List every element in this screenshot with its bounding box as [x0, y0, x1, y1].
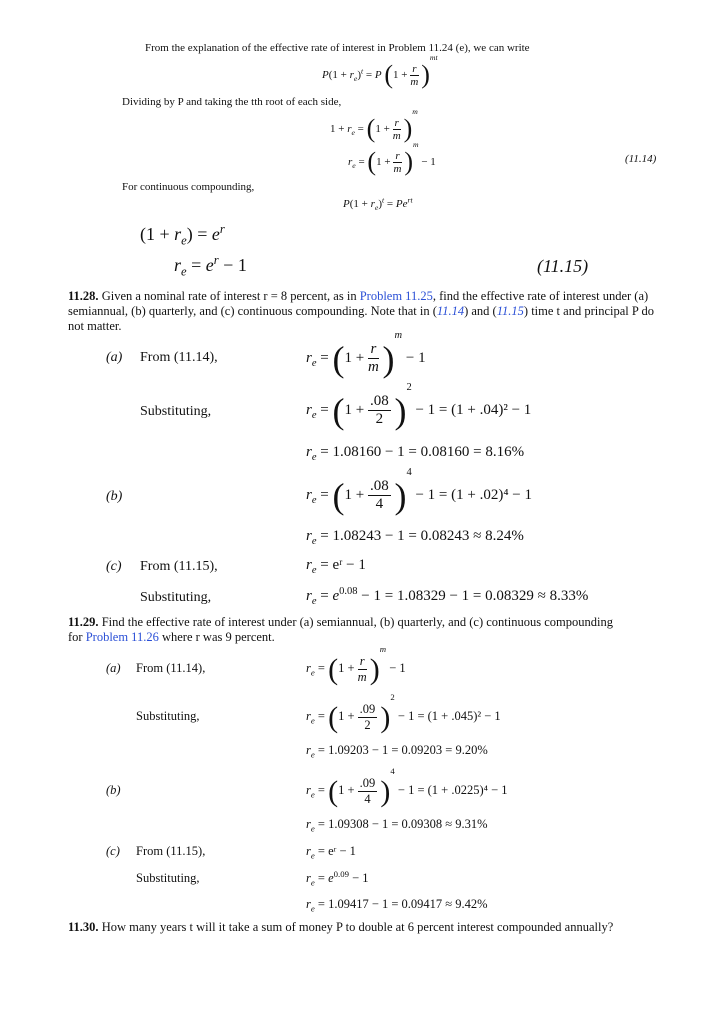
- part-a-label: (a): [106, 350, 123, 365]
- link-eq-11-14[interactable]: 11.14: [436, 304, 465, 318]
- problem-text: ) time t and principal P do not matter.: [68, 304, 654, 333]
- part-a-formula: $r_e = (1$ + $\frac{r}{m}$ )$^m$ − 1: [306, 644, 406, 686]
- equation-effective-rate-def: $P(1 + r_e)^t = P$ (1 + $\frac{r}{m}$ )$^{mt}$: [322, 53, 438, 90]
- equation-11-15: $r_e = e^r - 1$: [174, 253, 247, 279]
- part-c-result: $r_e = 1.09417 - 1 = 0.09417 \approx 9.42\%$: [306, 897, 488, 914]
- equation-tth-root: $1 + r_e = (1$ + $\frac{r}{m}$ )$^m$: [330, 107, 418, 144]
- substitution-tail: − 1: [352, 871, 369, 885]
- part-a-sub-label: Substituting,: [136, 709, 200, 723]
- exponent: 4: [390, 766, 395, 776]
- intro-line-1: From the explanation of the effective rate of interest in Problem 11.24 (e), we can write: [145, 42, 530, 54]
- problem-text: , find the effective rate of interest under (a) semiannual, (b) quarterly, and (c) continuous compounding. Note that in (: [68, 289, 649, 318]
- substitution-tail: − 1 = (1 + .02)⁴ − 1: [415, 487, 533, 503]
- part-c-from: From (11.15),: [140, 559, 218, 574]
- problem-number: 11.28.: [68, 289, 99, 303]
- problem-11-30: [68, 920, 628, 935]
- problem-11-29: [68, 615, 628, 645]
- part-c-formula: $r_e$ = eʳ − 1: [306, 557, 366, 576]
- problem-text: How many years t will it take a sum of money P to double at 6 percent interest compounded annually?: [101, 920, 614, 934]
- part-a-substitution: $r_e = (1$ + $\frac{.08}{2}$ )$^2$ − 1 = (1 + .04)² − 1: [306, 382, 532, 431]
- exponent: 0.08: [339, 586, 358, 597]
- equation-11-14: $r_e = (1$ + $\frac{r}{m}$ )$^m$ − 1: [348, 140, 436, 177]
- part-b-label: (b): [106, 783, 121, 797]
- formula-tail: = eʳ − 1: [317, 844, 356, 858]
- part-c-sub-label: Substituting,: [140, 590, 212, 605]
- problem-text: Given a nominal rate of interest r = 8 percent, as in: [101, 289, 360, 303]
- result-value: = 1.08160 − 1 = 0.08160 = 8.16%: [320, 444, 525, 460]
- part-a-sub-label: Substituting,: [140, 404, 212, 419]
- exponent: 2: [406, 382, 412, 393]
- link-problem-11-26[interactable]: Problem 11.26: [85, 630, 159, 644]
- part-a-formula: $r_e = (1$ + $\frac{r}{m}$ )$^m$ − 1: [306, 330, 426, 379]
- part-a-substitution: $r_e = (1$ + $\frac{.09}{2}$ )$^2$ − 1 = (1 + .045)² − 1: [306, 692, 501, 734]
- problem-text: Find the effective rate of interest under (a) semiannual, (b) quarterly, and (c) continuous compounding for: [68, 615, 613, 644]
- part-b-label: (b): [106, 489, 123, 504]
- equation-number-11-14: (11.14): [625, 153, 657, 165]
- substitution-tail: − 1 = (1 + .045)² − 1: [397, 709, 501, 723]
- exponent: 4: [406, 467, 412, 478]
- part-b-result: $r_e = 1.08243 - 1 = 0.08243 \approx 8.24\%$: [306, 528, 524, 547]
- part-b-substitution: $r_e = (1$ + $\frac{.08}{4}$ )$^4$ − 1 = (1 + .02)⁴ − 1: [306, 467, 533, 516]
- result-value: = 1.08243 − 1 = 0.08243 ≈ 8.24%: [320, 528, 524, 544]
- intro-line-2: Dividing by P and taking the tth root of each side,: [122, 96, 342, 108]
- result-value: − 1 = 1.08329 − 1 = 0.08329 ≈ 8.33%: [361, 588, 589, 604]
- part-c-result: $r_e = e^{0.08} - 1 = 1.08329 - 1 = 0.08329 \approx 8.33\%$: [306, 586, 589, 607]
- part-a-result: $r_e = 1.08160 - 1 = 0.08160 = 8.16\%$: [306, 444, 525, 463]
- exponent: 0.09: [333, 868, 349, 879]
- fraction-denominator: 2: [375, 411, 384, 428]
- part-a-from: From (11.14),: [136, 661, 206, 675]
- part-a-result: $r_e = 1.09203 - 1 = 0.09203 = 9.20\%$: [306, 743, 488, 760]
- fraction-denominator: 4: [375, 496, 384, 513]
- part-b-substitution: $r_e = (1$ + $\frac{.09}{4}$ )$^4$ − 1 = (1 + .0225)⁴ − 1: [306, 766, 508, 808]
- problem-number: 11.30.: [68, 920, 99, 934]
- part-c-from: From (11.15),: [136, 844, 206, 858]
- fraction-denominator: 4: [364, 791, 371, 806]
- equation-one-plus-re: $(1 + r_e) = e^r$: [140, 222, 225, 248]
- problem-text: ) and (: [464, 304, 497, 318]
- part-a-from: From (11.14),: [140, 350, 218, 365]
- fraction-denominator: 2: [364, 717, 371, 732]
- substitution-tail: − 1 = (1 + .0225)⁴ − 1: [397, 783, 508, 797]
- fraction-numerator: .08: [369, 393, 389, 410]
- part-a-label: (a): [106, 661, 121, 675]
- problem-number: 11.29.: [68, 615, 99, 629]
- problem-text: where r was 9 percent.: [158, 630, 275, 644]
- part-b-result: $r_e = 1.09308 - 1 = 0.09308 \approx 9.31\%$: [306, 817, 488, 834]
- problem-11-28: [68, 289, 668, 334]
- part-c-substitution: $r_e = e^{0.09} - 1$: [306, 868, 369, 888]
- result-value: = 1.09203 − 1 = 0.09203 = 9.20%: [317, 743, 488, 757]
- link-problem-11-25[interactable]: Problem 11.25: [359, 289, 433, 303]
- link-eq-11-15[interactable]: 11.15: [496, 304, 524, 318]
- result-value: = 1.09308 − 1 = 0.09308 ≈ 9.31%: [317, 817, 488, 831]
- fraction-numerator: .09: [359, 701, 376, 716]
- equation-number-11-15: (11.15): [537, 256, 589, 276]
- result-value: = 1.09417 − 1 = 0.09417 ≈ 9.42%: [317, 897, 488, 911]
- equation-continuous: $P(1 + r_e)^t = Pe^{rt}$: [343, 195, 413, 213]
- substitution-tail: − 1 = (1 + .04)² − 1: [415, 402, 532, 418]
- fraction-numerator: .09: [359, 775, 376, 790]
- exponent: 2: [390, 692, 395, 702]
- formula-tail: = eʳ − 1: [320, 557, 366, 573]
- part-c-label: (c): [106, 844, 120, 858]
- part-c-sub-label: Substituting,: [136, 871, 200, 885]
- fraction-numerator: .08: [369, 478, 389, 495]
- part-c-formula: $r_e$ = eʳ − 1: [306, 844, 356, 861]
- part-c-label: (c): [106, 559, 122, 574]
- intro-line-3: For continuous compounding,: [122, 181, 255, 193]
